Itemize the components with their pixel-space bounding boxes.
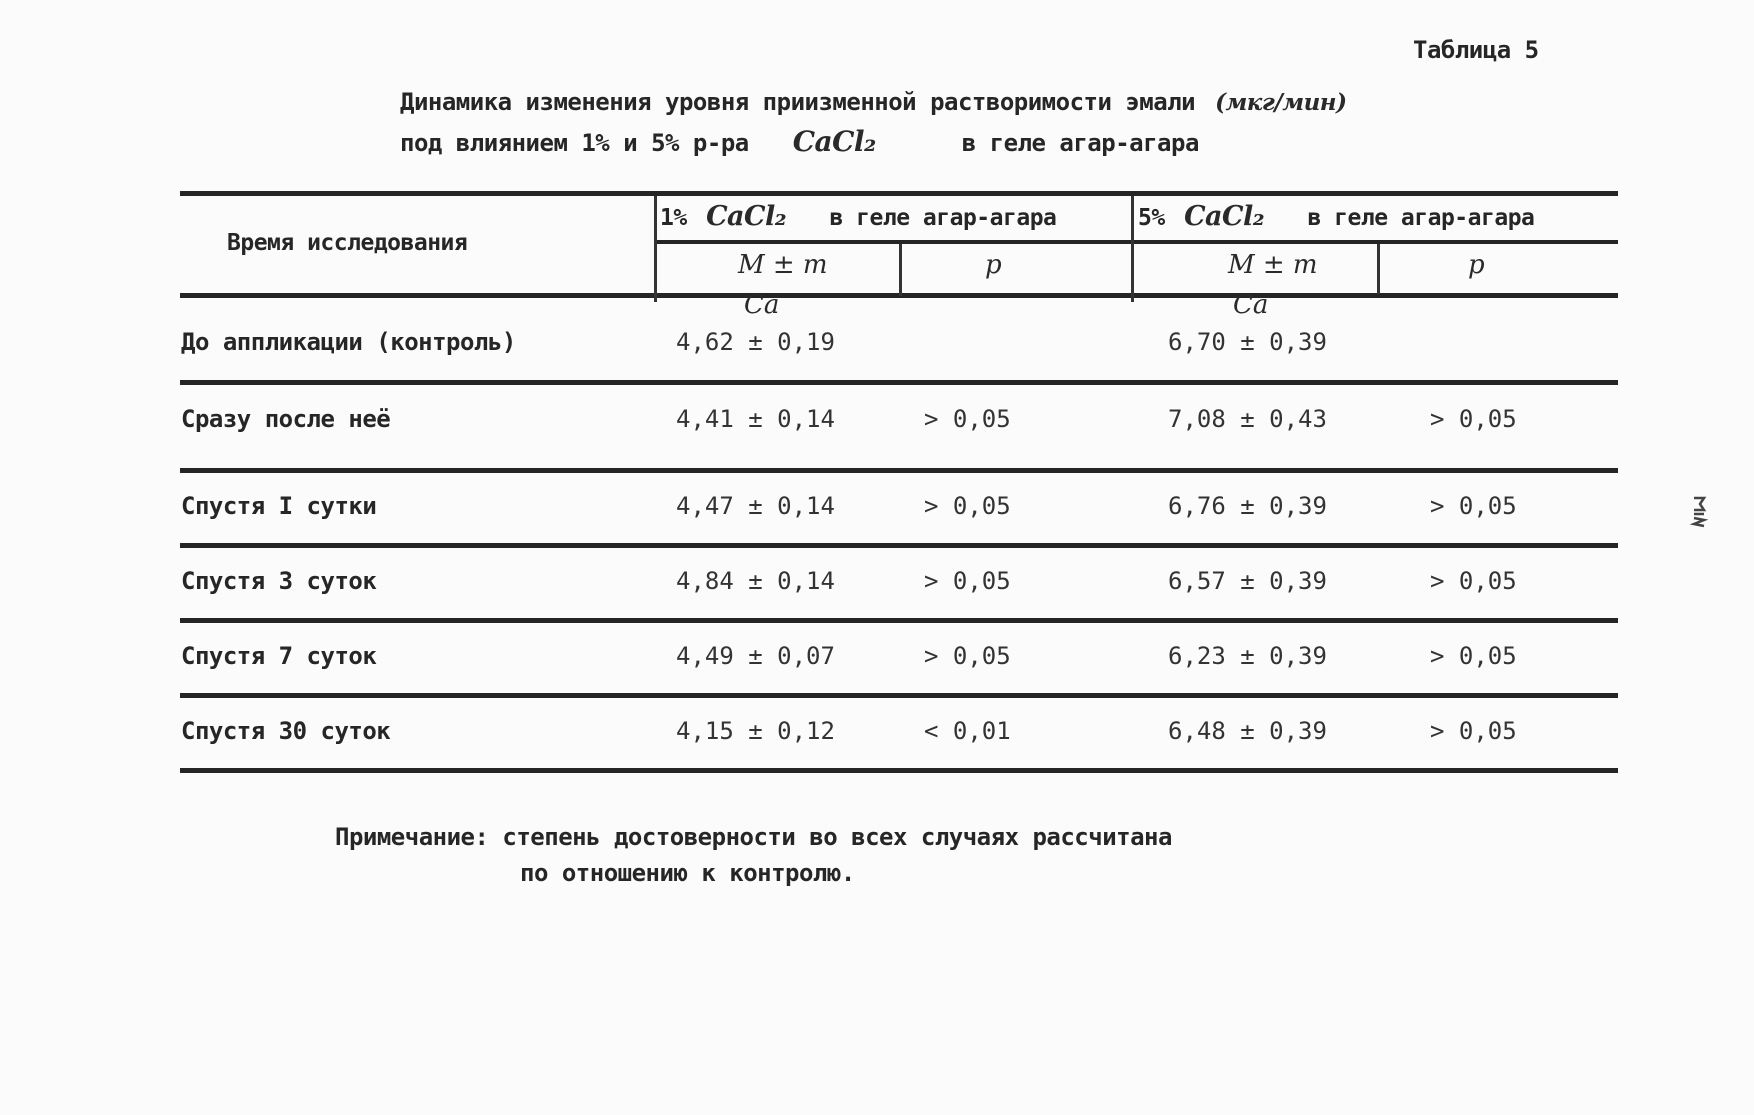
header-divider: [1377, 244, 1380, 294]
note-line2: по отношению к контролю.: [520, 859, 855, 887]
header-divider: [1131, 196, 1134, 302]
row-label: Сразу после неё: [181, 405, 391, 433]
group2-mean-value: 6,23 ± 0,39: [1168, 642, 1327, 670]
group1-mean-value: 4,47 ± 0,14: [676, 492, 835, 520]
group1-p-header: p: [985, 250, 1002, 280]
header-divider: [899, 244, 902, 296]
row-label: Спустя 30 суток: [181, 717, 391, 745]
group1-p-value: > 0,05: [924, 492, 1011, 520]
row-label: Спустя I сутки: [181, 492, 377, 520]
group2-mean-value: 6,48 ± 0,39: [1168, 717, 1327, 745]
row-rule: [180, 618, 1618, 623]
group2-mean-value: 6,57 ± 0,39: [1168, 567, 1327, 595]
group2-mean-header: M ± m: [1228, 250, 1318, 280]
group1-mean-value: 4,49 ± 0,07: [676, 642, 835, 670]
group2-p-value: > 0,05: [1430, 405, 1517, 433]
row-rule: [180, 693, 1618, 698]
group1-formula: CaCl₂: [706, 201, 787, 232]
group2-mean-value: 6,76 ± 0,39: [1168, 492, 1327, 520]
row-rule: [180, 468, 1618, 473]
row-header: Время исследования: [227, 230, 468, 256]
group2-p-header: p: [1468, 250, 1485, 280]
table-bottom-rule: [180, 768, 1618, 773]
row-label: Спустя 7 суток: [181, 642, 377, 670]
group2-header: [1138, 201, 1534, 232]
group2-mean-value: 6,70 ± 0,39: [1168, 328, 1327, 356]
table-title-line1: [400, 88, 1346, 116]
group2-p-value: > 0,05: [1430, 717, 1517, 745]
group1-p-value: < 0,01: [924, 717, 1011, 745]
title-prefix: под влиянием 1% и 5% р-ра: [400, 129, 749, 157]
group1-mean-header: M ± m: [738, 250, 828, 280]
table-label: Таблица 5: [1413, 36, 1539, 64]
row-rule: [180, 380, 1618, 385]
group2-suffix: в геле агар-агара: [1307, 205, 1535, 231]
group2-p-value: > 0,05: [1430, 567, 1517, 595]
group-sub-rule: [655, 240, 1618, 244]
group1-suffix: в геле агар-агара: [829, 205, 1057, 231]
row-label: До аппликации (контроль): [181, 328, 516, 356]
group2-prefix: 5%: [1138, 205, 1165, 231]
group2-p-value: > 0,05: [1430, 492, 1517, 520]
group2-mean-value: 7,08 ± 0,43: [1168, 405, 1327, 433]
row-rule: [180, 543, 1618, 548]
group1-mean-subscript: Ca: [744, 290, 780, 320]
group1-p-value: > 0,05: [924, 405, 1011, 433]
group1-mean-value: 4,84 ± 0,14: [676, 567, 835, 595]
header-divider: [654, 196, 657, 302]
group2-formula: CaCl₂: [1184, 201, 1265, 232]
table-top-rule: [180, 191, 1618, 196]
table-title-line2: [400, 125, 1199, 158]
group2-p-value: > 0,05: [1430, 642, 1517, 670]
title-suffix: в геле агар-агара: [961, 129, 1199, 157]
group1-mean-value: 4,15 ± 0,12: [676, 717, 835, 745]
group1-header: [660, 201, 1056, 232]
title-formula: CaCl₂: [792, 125, 876, 158]
group1-mean-value: 4,62 ± 0,19: [676, 328, 835, 356]
margin-scribble: [1690, 494, 1708, 530]
title-unit: (мкг/мин): [1215, 89, 1347, 116]
group1-mean-value: 4,41 ± 0,14: [676, 405, 835, 433]
group2-mean-subscript: Ca: [1233, 290, 1269, 320]
group1-p-value: > 0,05: [924, 567, 1011, 595]
group1-p-value: > 0,05: [924, 642, 1011, 670]
row-label: Спустя 3 суток: [181, 567, 377, 595]
group1-prefix: 1%: [660, 205, 687, 231]
title-text: Динамика изменения уровня приизменной растворимости эмали: [400, 88, 1196, 116]
note-line1: Примечание: степень достоверности во всех случаях рассчитана: [335, 823, 1172, 851]
